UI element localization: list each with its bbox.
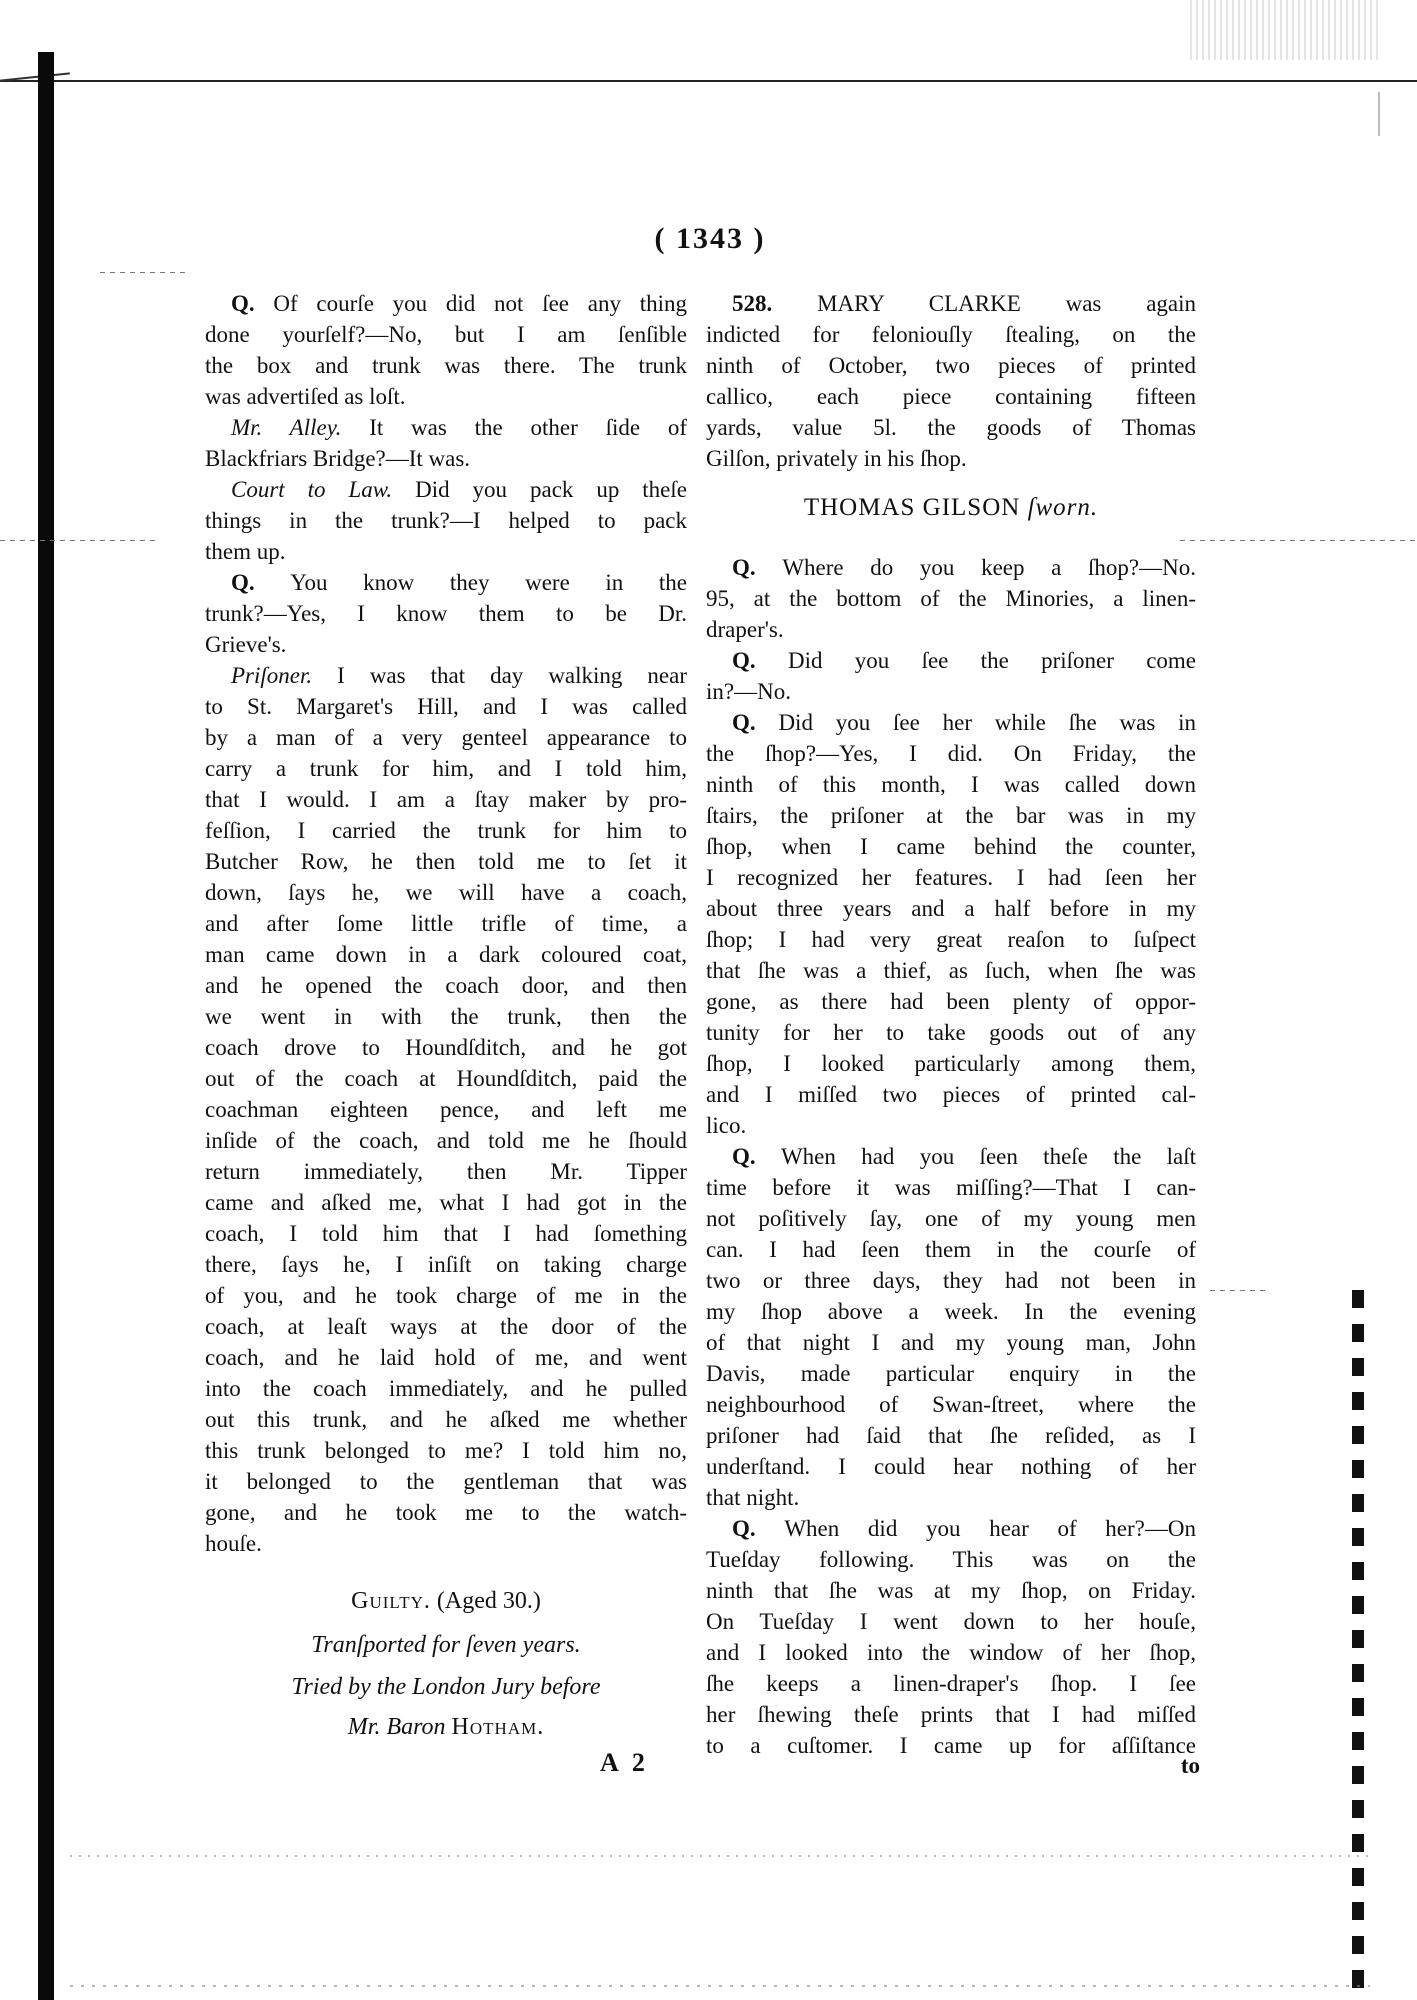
line-lead: Q. [732,648,788,673]
verdict-age: (Aged 30.) [436,1588,541,1614]
left-column [205,288,687,1559]
line-text: to a cuſtomer. I came up for aſſiſtance [706,1733,1196,1758]
text-line [205,1466,687,1497]
text-line [706,924,1196,955]
text-line [706,1141,1196,1172]
witness-name: THOMAS GILSON [803,494,1021,521]
scan-dash-line [1180,540,1417,541]
line-text: my ſhop above a week. In the evening [706,1299,1196,1324]
line-text: it belonged to the gentleman that was [205,1469,687,1494]
text-line [706,1110,1196,1141]
text-line [205,350,687,381]
line-text: the ſhop?—Yes, I did. On Friday, the [706,741,1196,766]
text-line [706,955,1196,986]
right-column-intro [706,288,1196,474]
line-text: of you, and he took charge of me in the [205,1283,687,1308]
text-line [205,474,687,505]
text-line [706,1451,1196,1482]
judge-name: Hotham. [451,1714,545,1740]
text-line [706,1575,1196,1606]
text-line [706,1172,1196,1203]
text-line [205,1094,687,1125]
line-text: Of courſe you did not ſee any thing [273,291,687,316]
text-line [205,381,687,412]
text-line [205,1311,687,1342]
line-lead: 528. [732,291,818,316]
scan-noise-bottom [70,1855,1370,1857]
text-line [205,939,687,970]
text-line [205,1032,687,1063]
line-lead: Q. [732,555,783,580]
text-line [706,319,1196,350]
line-text: feſſion, I carried the trunk for him to [205,818,687,843]
line-text: MARY CLARKE was again [817,291,1196,316]
line-text: and after ſome little trifle of time, a [205,911,687,936]
text-line [706,676,1196,707]
text-line [706,1296,1196,1327]
text-line [706,614,1196,645]
text-line [706,862,1196,893]
line-text: out this trunk, and he aſked me whether [205,1407,687,1432]
line-text: not poſitively ſay, one of my young men [706,1206,1196,1231]
line-text: Tueſday following. This was on the [706,1547,1196,1572]
text-line [205,1435,687,1466]
line-text: lico. [706,1113,747,1138]
text-line [706,1513,1196,1544]
line-text: gone, as there had been plenty of oppor- [706,989,1196,1014]
line-text: by a man of a very genteel appearance to [205,725,687,750]
line-text: this trunk belonged to me? I told him no, [205,1438,687,1463]
line-text: done yourſelf?—No, but I am ſenſible [205,322,687,347]
text-line [706,1389,1196,1420]
text-line [205,691,687,722]
top-rule [0,80,1417,82]
text-line [706,645,1196,676]
text-line [205,753,687,784]
text-line [205,598,687,629]
text-line [205,1249,687,1280]
line-text: I was that day walking near [337,663,687,688]
page-number: ( 1343 ) [654,222,766,255]
line-text: yards, value 5l. the goods of Thomas [706,415,1196,440]
binding-shadow-bar [38,52,54,2000]
text-line [205,1528,687,1559]
right-column [706,552,1196,1761]
line-text: them up. [205,539,286,564]
line-text: and I looked into the window of her ſhop, [706,1640,1196,1665]
line-text: time before it was miſſing?—That I can- [706,1175,1196,1200]
text-line [205,660,687,691]
text-line [706,769,1196,800]
line-text: I recognized her features. I had ſeen her [706,865,1196,890]
line-text: in?—No. [706,679,791,704]
scan-dash-line [1210,1290,1270,1291]
verdict-tried-by: Tried by the London Jury before [291,1674,601,1700]
line-text: we went in with the trunk, then the [205,1004,687,1029]
signature-mark: A 2 [600,1748,649,1777]
text-line [706,1699,1196,1730]
line-lead: Priſoner. [231,663,338,688]
line-lead: Q. [231,570,291,595]
line-text: indicted for feloniouſly ſtealing, on the [706,322,1196,347]
text-line [706,800,1196,831]
text-line [706,1606,1196,1637]
line-text: Did you ſee the priſoner come [787,648,1196,673]
scan-dash-line [0,540,160,541]
line-text: things in the trunk?—I helped to pack [205,508,687,533]
line-text: her ſhewing theſe prints that I had miſſed [706,1702,1196,1727]
text-line [706,1420,1196,1451]
line-text: inſide of the coach, and told me he ſhould [205,1128,687,1153]
line-text: It was the other ſide of [369,415,687,440]
line-text: ninth that ſhe was at my ſhop, on Friday. [706,1578,1196,1603]
line-text: about three years and a half before in my [706,896,1196,921]
line-text: into the coach immediately, and he pulled [205,1376,687,1401]
line-text: 95, at the bottom of the Minories, a linen- [706,586,1196,611]
text-line [205,1497,687,1528]
sworn-word: ſworn. [1027,494,1099,521]
line-text: gone, and he took me to the watch- [205,1500,687,1525]
verdict-judge [205,1714,687,1741]
text-line [706,1203,1196,1234]
text-line [205,970,687,1001]
line-text: tunity for her to take goods out of any [706,1020,1196,1045]
text-line [706,1079,1196,1110]
line-text: that ſhe was a thief, as ſuch, when ſhe was [706,958,1196,983]
text-line [205,1125,687,1156]
line-text: Grieve's. [205,632,287,657]
text-line [706,1730,1196,1761]
text-line [706,707,1196,738]
line-text: Where do you keep a ſhop?—No. [782,555,1196,580]
line-text: came and aſked me, what I had got in the [205,1190,687,1215]
line-text: callico, each piece containing fifteen [706,384,1196,409]
line-text: On Tueſday I went down to her houſe, [706,1609,1196,1634]
text-line [205,908,687,939]
text-line [706,1482,1196,1513]
line-text: coach, at leaſt ways at the door of the [205,1314,687,1339]
text-line [205,1156,687,1187]
text-line [706,738,1196,769]
verdict-guilty: Guilty. [351,1588,431,1614]
scan-dash-line [100,272,190,273]
line-text: coach drove to Houndſditch, and he got [205,1035,687,1060]
text-line [205,288,687,319]
text-line [706,893,1196,924]
line-text: ſhop, when I came behind the counter, [706,834,1196,859]
text-line [706,986,1196,1017]
text-line [205,505,687,536]
text-line [706,1234,1196,1265]
text-line [205,1280,687,1311]
judge-title: Mr. Baron [347,1714,446,1740]
text-line [706,1327,1196,1358]
scan-noise-top-right [1190,0,1380,60]
line-text: carry a trunk for him, and I told him, [205,756,687,781]
line-text: Butcher Row, he then told me to ſet it [205,849,687,874]
text-line [706,1637,1196,1668]
line-text: You know they were in the [290,570,687,595]
line-lead: Court to Law. [231,477,416,502]
line-text: coachman eighteen pence, and left me [205,1097,687,1122]
verdict-sentence: Tranſported for ſeven years. [311,1632,581,1658]
line-text: coach, and he laid hold of me, and went [205,1345,687,1370]
text-line [706,831,1196,862]
line-text: ninth of October, two pieces of printed [706,353,1196,378]
text-line [706,1265,1196,1296]
line-text: Did you ſee her while ſhe was in [778,710,1196,735]
text-line [205,1063,687,1094]
line-text: and I miſſed two pieces of printed cal- [706,1082,1196,1107]
line-text: underſtand. I could hear nothing of her [706,1454,1196,1479]
verdict-line [205,1588,687,1615]
scan-noise-bottom [70,1985,1370,1987]
line-text: Blackfriars Bridge?—It was. [205,446,471,471]
text-line [205,877,687,908]
line-text: draper's. [706,617,784,642]
line-text: ſtairs, the priſoner at the bar was in my [706,803,1196,828]
scan-mark-right [1378,92,1380,136]
line-text: man came down in a dark coloured coat, [205,942,687,967]
text-line [205,1404,687,1435]
line-text: down, ſays he, we will have a coach, [205,880,687,905]
text-line [706,350,1196,381]
text-line [706,1668,1196,1699]
text-line [205,815,687,846]
line-text: ſhe keeps a linen-draper's ſhop. I ſee [706,1671,1196,1696]
text-line [205,846,687,877]
line-text: ninth of this month, I was called down [706,772,1196,797]
line-text: to St. Margaret's Hill, and I was called [205,694,687,719]
text-line [205,1001,687,1032]
line-lead: Mr. Alley. [231,415,370,440]
text-line [205,536,687,567]
text-line [205,1218,687,1249]
text-line [205,1342,687,1373]
line-text: coach, I told him that I had ſomething [205,1221,687,1246]
text-line [205,784,687,815]
catchword: to [1180,1753,1200,1778]
scan-edge-strip [1352,1290,1364,1990]
text-line [706,412,1196,443]
line-lead: Q. [732,1516,785,1541]
text-line [205,412,687,443]
line-text: can. I had ſeen them in the courſe of [706,1237,1196,1262]
line-lead: Q. [732,1144,781,1169]
line-text: houſe. [205,1531,262,1556]
line-text: ſhop, I looked particularly among them, [706,1051,1196,1076]
line-text: there, ſays he, I inſiſt on taking charge [205,1252,687,1277]
text-line [205,319,687,350]
line-text: was advertiſed as loſt. [205,384,406,409]
line-text: return immediately, then Mr. Tipper [205,1159,687,1184]
text-line [706,381,1196,412]
line-text: ſhop; I had very great reaſon to ſuſpect [706,927,1196,952]
line-lead: Q. [732,710,779,735]
line-text: out of the coach at Houndſditch, paid the [205,1066,687,1091]
line-text: Davis, made particular enquiry in the [706,1361,1196,1386]
line-text: two or three days, they had not been in [706,1268,1196,1293]
text-line [205,1373,687,1404]
witness-heading [706,494,1196,522]
line-text: Did you pack up theſe [415,477,687,502]
text-line [706,288,1196,319]
line-text: that I would. I am a ſtay maker by pro- [205,787,687,812]
line-text: the box and trunk was there. The trunk [205,353,687,378]
line-text: trunk?—Yes, I know them to be Dr. [205,601,687,626]
line-text: of that night I and my young man, John [706,1330,1196,1355]
line-lead: Q. [231,291,274,316]
line-text: When did you hear of her?—On [784,1516,1196,1541]
line-text: and he opened the coach door, and then [205,973,687,998]
text-line [205,1187,687,1218]
line-text: Gilſon, privately in his ſhop. [706,446,967,471]
text-line [706,443,1196,474]
text-line [706,1017,1196,1048]
line-text: When had you ſeen theſe the laſt [780,1144,1196,1169]
text-line [706,552,1196,583]
line-text: that night. [706,1485,800,1510]
text-line [205,629,687,660]
text-line [205,567,687,598]
line-text: neighbourhood of Swan-ſtreet, where the [706,1392,1196,1417]
text-line [706,1048,1196,1079]
text-line [205,722,687,753]
line-text: priſoner had ſaid that ſhe reſided, as I [706,1423,1196,1448]
text-line [205,443,687,474]
text-line [706,1544,1196,1575]
text-line [706,583,1196,614]
text-line [706,1358,1196,1389]
